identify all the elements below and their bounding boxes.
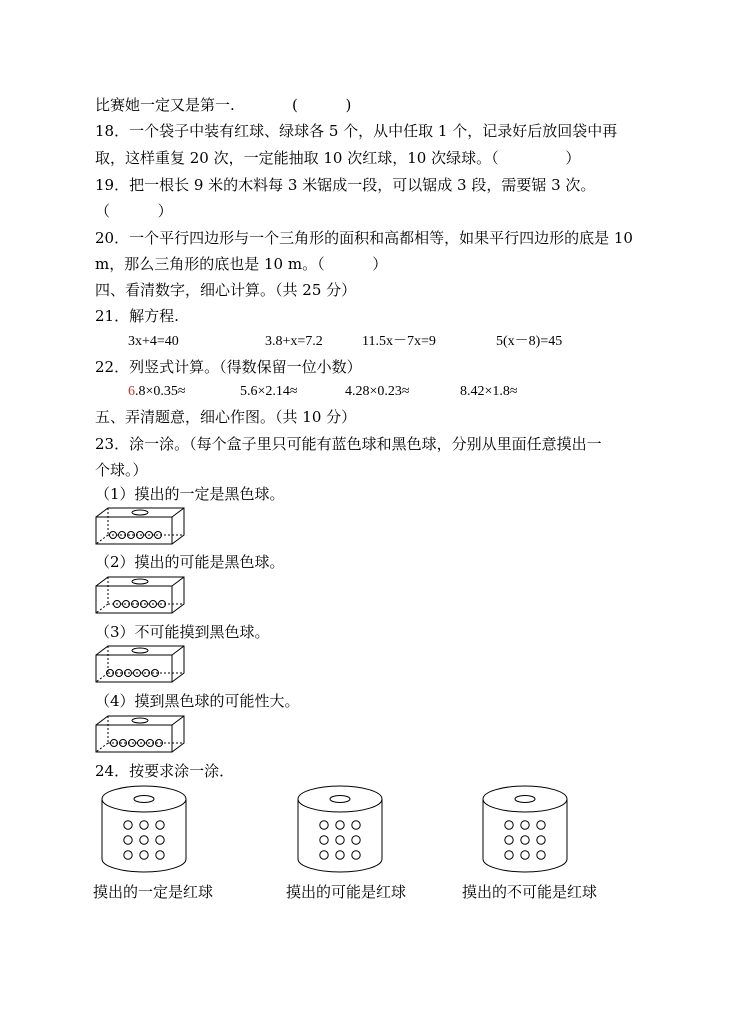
calc-1 bbox=[128, 383, 186, 401]
ball-box-1 bbox=[95, 507, 185, 545]
calc-2: 5.6×2.14≈ bbox=[240, 384, 298, 399]
caption-2: 摸出的可能是红球 bbox=[286, 883, 407, 901]
q18-line2: 取，这样重复 20 次，一定能抽取 10 次红球，10 次绿球。（ ） bbox=[95, 149, 581, 167]
ball-box-2 bbox=[95, 576, 185, 614]
calc-1-first-digit: 6 bbox=[128, 384, 135, 399]
caption-1: 摸出的一定是红球 bbox=[93, 883, 214, 901]
q21-title: 21．解方程. bbox=[95, 307, 179, 325]
ball-box-4 bbox=[95, 715, 185, 753]
calc-3: 4.28×0.23≈ bbox=[345, 384, 410, 399]
equation-4: 5(x－8)=45 bbox=[496, 334, 563, 349]
equation-2: 3.8+x=7.2 bbox=[265, 334, 323, 349]
q23-line2: 个球。） bbox=[95, 461, 148, 479]
ball-cylinder-3 bbox=[481, 784, 569, 874]
q17-tail: 比赛她一定又是第一. ( ) bbox=[95, 96, 352, 114]
ball-cylinder-2 bbox=[296, 784, 384, 874]
equation-1: 3x+4=40 bbox=[128, 334, 179, 349]
calc-4: 8.42×1.8≈ bbox=[460, 384, 518, 399]
q19-line1: 19．把一根长 9 米的木料每 3 米锯成一段，可以锯成 3 段，需要锯 3 次。 bbox=[95, 176, 596, 194]
q18-line1: 18．一个袋子中装有红球、绿球各 5 个，从中任取 1 个，记录好后放回袋中再 bbox=[95, 122, 618, 140]
q23-part1: （1）摸出的一定是黑色球。 bbox=[95, 485, 285, 503]
caption-3: 摸出的不可能是红球 bbox=[462, 883, 598, 901]
section-5-heading: 五、弄清题意，细心作图。（共 10 分） bbox=[95, 408, 357, 426]
q22-title: 22．列竖式计算。（得数保留一位小数） bbox=[95, 358, 362, 376]
q23-part4: （4）摸到黑色球的可能性大。 bbox=[95, 692, 300, 710]
q23-part2: （2）摸出的可能是黑色球。 bbox=[95, 553, 285, 571]
q20-line2: m，那么三角形的底也是 10 m。（ ） bbox=[95, 255, 388, 273]
q23-line1: 23．涂一涂。（每个盒子里只可能有蓝色球和黑色球，分别从里面任意摸出一 bbox=[95, 435, 602, 453]
section-4-heading: 四、看清数字，细心计算。（共 25 分） bbox=[95, 281, 357, 299]
q24-title: 24．按要求涂一涂． bbox=[95, 762, 235, 780]
q23-part3: （3）不可能摸到黑色球。 bbox=[95, 623, 270, 641]
ball-box-3 bbox=[95, 645, 185, 683]
calc-1-rest: .8×0.35≈ bbox=[135, 384, 186, 399]
q20-line1: 20．一个平行四边形与一个三角形的面积和高都相等，如果平行四边形的底是 10 bbox=[95, 229, 633, 247]
ball-cylinder-1 bbox=[100, 784, 188, 874]
equation-3: 11.5x－7x=9 bbox=[362, 334, 436, 349]
q19-line2: （ ） bbox=[95, 202, 173, 220]
